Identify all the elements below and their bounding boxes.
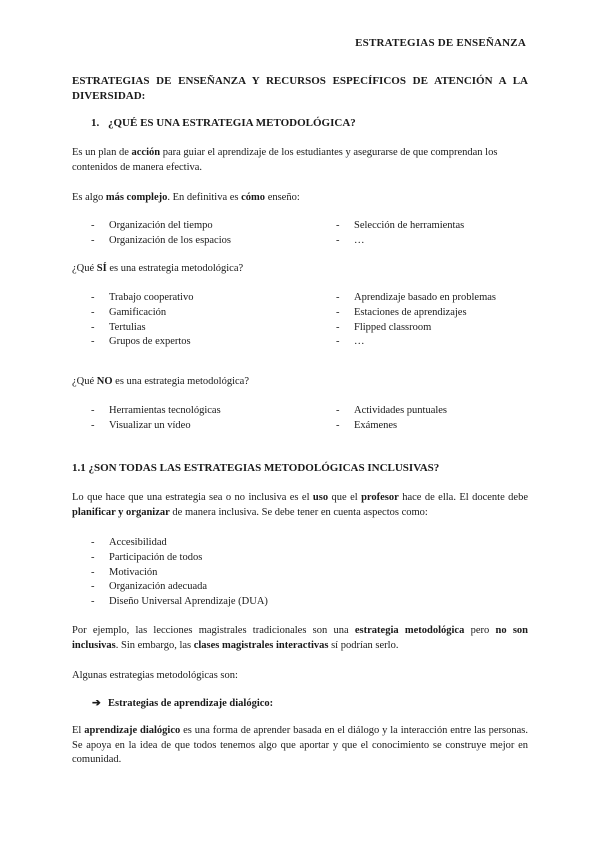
list-aspects <box>91 536 268 610</box>
list-how-right <box>336 219 464 249</box>
list-item: - Organización adecuada <box>91 580 268 595</box>
dialogic-strategies-label: Estrategias de aprendizaje dialógico: <box>108 698 274 709</box>
list-item: - Aprendizaje basado en problemas <box>336 291 496 306</box>
list-item: - Trabajo cooperativo <box>91 291 193 306</box>
paragraph-inclusive-use: Lo que hace que una estrategia sea o no inclusiva es el uso que el profesor hace de ella. El docente debe planificar y organizar de manera inclusiva. Se debe tener en cuenta aspectos como: <box>72 492 528 518</box>
list-item: - Gamificación <box>91 306 193 321</box>
question-si: ¿Qué SÍ es una estrategia metodológica? <box>72 263 244 274</box>
section-1-1-heading: 1.1 ¿SON TODAS LAS ESTRATEGIAS METODOLÓGICAS INCLUSIVAS? <box>72 462 440 474</box>
paragraph-example: Por ejemplo, las lecciones magistrales tradicionales son una estrategia metodológica pero no son inclusivas. Sin embargo, las clases magistrales interactivas sí podrían serlo. <box>72 625 529 651</box>
list-si-left <box>91 291 193 350</box>
list-si-right <box>336 291 496 350</box>
list-item: - Organización del tiempo <box>91 219 231 234</box>
paragraph-definition: Es un plan de acción para guiar el aprendizaje de los estudiantes y asegurarse de que comprendan los contenidos de manera efectiva. <box>72 147 498 173</box>
list-item: - … <box>336 234 464 249</box>
list-item: - Exámenes <box>336 419 447 434</box>
paragraph-some-strategies: Algunas estrategias metodológicas son: <box>72 670 238 681</box>
list-no-left <box>91 404 221 434</box>
arrow-right-icon: ➔ <box>92 698 101 709</box>
list-item: - Diseño Universal Aprendizaje (DUA) <box>91 595 268 610</box>
list-item: - Herramientas tecnológicas <box>91 404 221 419</box>
page-header: ESTRATEGIAS DE ENSEÑANZA <box>355 37 526 49</box>
section-1-heading <box>91 117 356 129</box>
list-item: - Selección de herramientas <box>336 219 464 234</box>
list-item: - Estaciones de aprendizajes <box>336 306 496 321</box>
list-item: - Flipped classroom <box>336 321 496 336</box>
list-item: - … <box>336 335 496 350</box>
list-item: - Visualizar un vídeo <box>91 419 221 434</box>
question-no: ¿Qué NO es una estrategia metodológica? <box>72 376 249 387</box>
dialogic-strategies-item <box>92 697 273 709</box>
document-title: ESTRATEGIAS DE ENSEÑANZA Y RECURSOS ESPECÍFICOS DE ATENCIÓN A LA DIVERSIDAD: <box>72 75 528 102</box>
list-item: - Participación de todos <box>91 551 268 566</box>
paragraph-complex: Es algo más complejo. En definitiva es cómo enseño: <box>72 192 300 203</box>
list-item: - Motivación <box>91 566 268 581</box>
list-no-right <box>336 404 447 434</box>
section-1-title: ¿QUÉ ES UNA ESTRATEGIA METODOLÓGICA? <box>108 117 356 129</box>
section-1-number: 1. <box>91 117 100 129</box>
paragraph-dialogic: El aprendizaje dialógico es una forma de aprender basada en el diálogo y la interacción entre las personas. Se apoya en la idea de que todos tenemos algo que aportar y que el conocimiento se construye mejor en comunidad. <box>72 725 528 765</box>
list-item: - Tertulias <box>91 321 193 336</box>
list-item: - Accesibilidad <box>91 536 268 551</box>
list-item: - Actividades puntuales <box>336 404 447 419</box>
list-how-left <box>91 219 231 249</box>
list-item: - Organización de los espacios <box>91 234 231 249</box>
list-item: - Grupos de expertos <box>91 335 193 350</box>
